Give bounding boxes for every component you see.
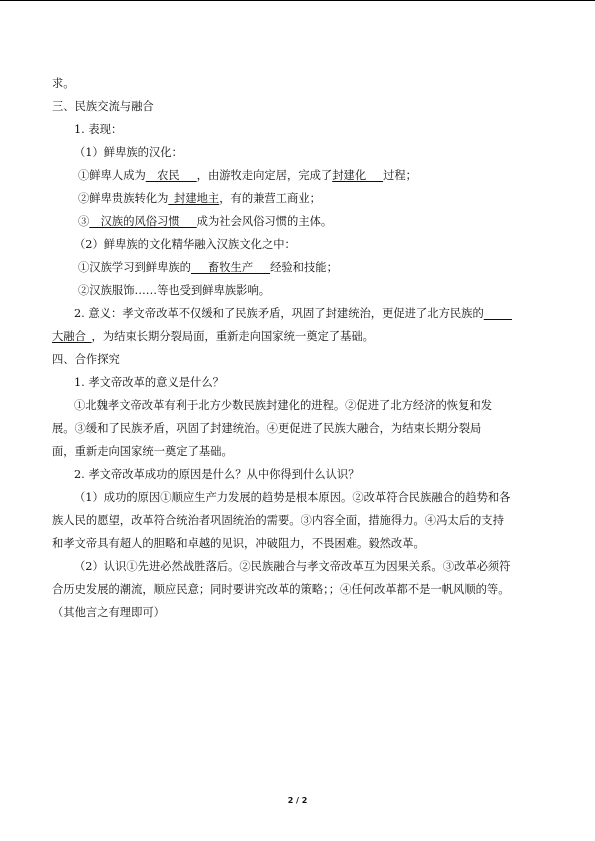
section-heading	[52, 95, 542, 118]
text: （2）鲜卑族的文化精华融入汉族文化之中：	[74, 238, 296, 251]
text-line	[52, 210, 542, 233]
subheading	[52, 233, 542, 256]
text: （2）认识①先进必然战胜落后。②民族融合与孝文帝改革互为因果关系。③改革必须符	[74, 560, 511, 573]
answer-blank: ___畜牧生产___	[190, 261, 271, 274]
subheading	[52, 118, 542, 141]
answer-blank: 大融合_	[52, 330, 92, 343]
text: 四、合作探究	[52, 353, 120, 366]
text: 三、民族交流与融合	[52, 100, 154, 113]
text: 合历史发展的潮流，顺应民意；同时要讲究改革的策略；；④任何改革都不是一帆风顺的等。	[52, 583, 510, 596]
text-line	[52, 256, 542, 279]
text: ①北魏孝文帝改革有利于北方少数民族封建化的进程。②促进了北方经济的恢复和发	[74, 399, 492, 412]
text: 1. 表现：	[74, 123, 123, 136]
subheading	[52, 141, 542, 164]
text: （1）鲜卑族的汉化：	[74, 146, 183, 159]
text: ，有的兼营工商业；	[219, 192, 321, 205]
text: （其他言之有理即可）	[52, 606, 165, 619]
text: ，为结束长期分裂局面，重新走向国家统一奠定了基础。	[91, 330, 374, 343]
answer-blank: 封建化___	[332, 169, 384, 182]
page-number: 2 / 2	[287, 796, 308, 805]
text: 经验和技能；	[270, 261, 338, 274]
text: ②汉族服饰……等也受到鲜卑族影响。	[78, 284, 271, 297]
answer-line	[52, 440, 542, 463]
answer-blank: _封建地主	[168, 192, 220, 205]
document-body	[52, 72, 542, 624]
answer-line	[52, 532, 542, 555]
text: 展。③缓和了民族矛盾，巩固了封建统治。④更促进了民族大融合，为结束长期分裂局	[52, 422, 482, 435]
text: （1）成功的原因①顺应生产力发展的趋势是根本原因。②改革符合民族融合的趋势和各	[74, 491, 511, 504]
answer-blank: _____	[483, 307, 513, 320]
text-line	[52, 187, 542, 210]
text-line	[52, 279, 542, 302]
text: ①鲜卑人成为	[78, 169, 146, 182]
answer-blank: __汉族的风俗习惯___	[89, 215, 197, 228]
text: 面，重新走向国家统一奠定了基础。	[52, 445, 233, 458]
question	[52, 371, 542, 394]
text: 求。	[52, 77, 75, 90]
answer-line	[52, 509, 542, 532]
text: 2. 意义：孝文帝改革不仅缓和了民族矛盾，巩固了封建统治，更促进了北方民族的	[74, 307, 484, 320]
answer-line	[52, 555, 542, 578]
text: 1. 孝文帝改革的意义是什么？	[74, 376, 224, 389]
answer-line	[52, 486, 542, 509]
text-line	[52, 302, 542, 325]
text-line	[52, 164, 542, 187]
text: 2. 孝文帝改革成功的原因是什么？从中你得到什么认识？	[74, 468, 360, 481]
text: ②鲜卑贵族转化为	[78, 192, 169, 205]
text: ①汉族学习到鲜卑族的	[78, 261, 191, 274]
text: 过程；	[383, 169, 417, 182]
answer-line	[52, 578, 542, 601]
section-heading	[52, 348, 542, 371]
answer-line	[52, 394, 542, 417]
text: ③	[78, 215, 90, 228]
answer-line	[52, 417, 542, 440]
text: 族人民的愿望，改革符合统治者巩固统治的需要。③内容全面，措施得力。④冯太后的支持	[52, 514, 504, 527]
top-rule	[0, 0, 595, 1]
answer-blank: __农民___	[145, 169, 197, 182]
question	[52, 463, 542, 486]
text-line	[52, 325, 542, 348]
text: 和孝文帝具有超人的胆略和卓越的见识，冲破阻力，不畏困难。毅然改革。	[52, 537, 425, 550]
text: ，由游牧走向定居，完成了	[196, 169, 333, 182]
answer-line	[52, 601, 542, 624]
text: 成为社会风俗习惯的主体。	[196, 215, 333, 228]
text-line	[52, 72, 542, 95]
